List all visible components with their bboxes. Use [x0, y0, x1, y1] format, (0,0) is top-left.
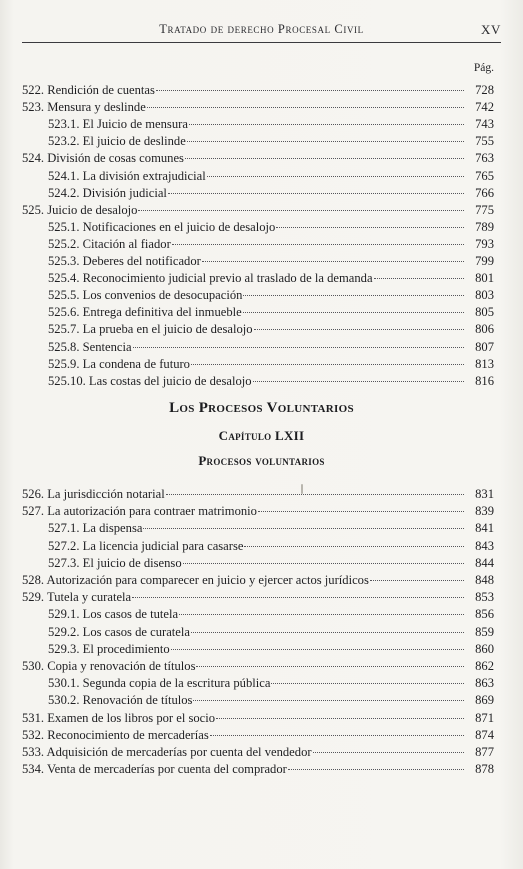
dot-leader	[133, 347, 464, 348]
toc-entry-page: 862	[475, 659, 494, 673]
toc-entry-page: 789	[475, 219, 494, 234]
dot-leader	[243, 295, 464, 296]
toc-entry	[48, 641, 494, 657]
dot-leader	[244, 546, 464, 547]
toc-entry	[48, 253, 494, 269]
dot-leader	[172, 244, 464, 245]
toc-entry	[22, 658, 494, 674]
toc-entry	[48, 624, 494, 640]
toc-entry-page: 843	[475, 538, 494, 553]
toc-entry-label: 528. Autorización para comparecer en juicio y ejercer actos jurídicos	[22, 573, 369, 587]
dot-leader	[196, 666, 464, 667]
dot-leader	[216, 718, 464, 719]
toc-entry	[22, 727, 494, 743]
toc-entry-label: 525.7. La prueba en el juicio de desalojo	[48, 322, 253, 337]
toc-entry-label: 527.1. La dispensa	[48, 521, 143, 536]
toc-entry-page: 775	[475, 202, 494, 217]
page-column-label: Pág.	[473, 62, 494, 74]
toc-entry-page: 869	[475, 693, 494, 708]
toc-entry	[22, 202, 494, 218]
toc-entry-label: 525.10. Las costas del juicio de desalojo	[48, 373, 252, 388]
toc-entry-page: 742	[475, 100, 494, 115]
toc-entry	[48, 321, 494, 337]
toc-entry	[48, 520, 494, 536]
toc-entry-page: 856	[475, 607, 494, 622]
toc-entry	[48, 270, 494, 286]
dot-leader	[168, 193, 464, 194]
toc-entry	[48, 304, 494, 320]
toc-entry-label: 525.6. Entrega definitiva del inmueble	[48, 305, 242, 320]
toc-entry-page: 853	[475, 590, 494, 605]
toc-entry-label: 523.1. El Juicio de mensura	[48, 117, 188, 132]
dot-leader	[210, 735, 464, 736]
toc-entry-page: 859	[475, 624, 494, 639]
toc-entry	[48, 555, 494, 571]
toc-entry	[22, 589, 494, 605]
toc-entry	[48, 185, 494, 201]
toc-entry-label: 529.1. Los casos de tutela	[48, 607, 179, 622]
toc-entry-page: 860	[475, 641, 494, 656]
dot-leader	[207, 176, 464, 177]
toc-entry-page: 874	[475, 727, 494, 742]
toc-entry-label: 522. Rendición de cuentas	[22, 83, 155, 97]
toc-entry-label: 531. Examen de los libros por el socio	[22, 710, 216, 725]
toc-entry-page: 813	[475, 356, 494, 371]
dot-leader	[243, 312, 464, 313]
toc-entry-page: 766	[475, 185, 494, 200]
toc-entry-label: 525.3. Deberes del notificador	[48, 254, 201, 268]
dot-leader	[374, 278, 464, 279]
toc-entry-page: 801	[475, 271, 494, 286]
dot-leader	[288, 769, 464, 770]
toc-entry-label: 523. Mensura y deslinde	[22, 100, 146, 115]
toc-entry-page: 848	[475, 573, 494, 587]
dot-leader	[183, 563, 464, 564]
toc-entry	[48, 168, 494, 184]
toc-entry-page: 877	[475, 745, 494, 759]
toc-entry-label: 529.2. Los casos de curatela	[48, 624, 190, 639]
toc-entry-page: 763	[475, 151, 494, 166]
toc-entry-label: 534. Venta de mercaderías por cuenta del comprador	[22, 762, 287, 777]
toc-entry-page: 755	[475, 134, 494, 149]
toc-entry	[22, 503, 494, 519]
dot-leader	[370, 580, 464, 581]
toc-entry	[48, 219, 494, 235]
toc-entry-label: 525.1. Notificaciones en el juicio de desalojo	[48, 219, 276, 234]
dot-leader	[147, 107, 464, 108]
toc-entry-label: 524. División de cosas comunes	[22, 151, 184, 166]
dot-leader	[313, 752, 464, 753]
toc-entry-label: 529. Tutela y curatela	[22, 590, 132, 605]
dot-leader	[171, 649, 464, 650]
toc-entry	[22, 99, 494, 115]
toc-entry	[22, 150, 494, 166]
toc-entry	[48, 339, 494, 355]
toc-entry-page: 743	[475, 117, 494, 132]
toc-entry-page: 863	[475, 676, 494, 691]
toc-entry	[22, 744, 494, 760]
toc-entry-label: 525.8. Sentencia	[48, 339, 132, 354]
toc-entry-page: 765	[475, 168, 494, 183]
page-blemish	[301, 484, 303, 494]
toc-entry-page: 841	[475, 521, 494, 536]
toc-entry-page: 878	[475, 762, 494, 777]
dot-leader	[143, 528, 464, 529]
dot-leader	[132, 597, 464, 598]
dot-leader	[191, 632, 464, 633]
toc-entry-label: 525.4. Reconocimiento judicial previo al traslado de la demanda	[48, 271, 373, 286]
dot-leader	[258, 511, 464, 512]
toc-entry	[48, 538, 494, 554]
toc-entry-page: 839	[475, 504, 494, 519]
toc-entry-label: 530.2. Renovación de títulos	[48, 693, 193, 708]
toc-entry-label: 525. Juicio de desalojo	[22, 202, 138, 217]
toc-entry	[48, 287, 494, 303]
toc-entry-label: 532. Reconocimiento de mercaderías	[22, 727, 209, 742]
toc-entry	[22, 710, 494, 726]
toc-entry	[48, 236, 494, 252]
toc-entry	[48, 692, 494, 708]
toc-entry-label: 533. Adquisición de mercaderías por cuenta del vendedor	[22, 745, 312, 759]
toc-entry	[48, 606, 494, 622]
toc-entry-page: 816	[475, 373, 494, 388]
toc-entry-label: 529.3. El procedimiento	[48, 641, 170, 656]
toc-entry-page: 844	[475, 555, 494, 570]
chapter-number: Capítulo LXII	[218, 428, 305, 443]
toc-entry-page: 807	[475, 339, 494, 354]
toc-entry	[48, 116, 494, 132]
toc-entry-page: 728	[475, 83, 494, 97]
toc-entry-label: 526. La jurisdicción notarial	[22, 487, 165, 501]
toc-entry-label: 524.2. División judicial	[48, 185, 167, 200]
dot-leader	[202, 261, 464, 262]
toc-entry	[48, 133, 494, 149]
dot-leader	[138, 210, 464, 211]
toc-entry-label: 530.1. Segunda copia de la escritura pública	[48, 676, 271, 691]
toc-entry-label: 527. La autorización para contraer matrimonio	[22, 504, 257, 519]
toc-entry	[48, 356, 494, 372]
dot-leader	[166, 494, 464, 495]
dot-leader	[253, 381, 464, 382]
toc-entry	[22, 572, 494, 588]
toc-entry-page: 831	[475, 487, 494, 501]
toc-entry-label: 525.9. La condena de futuro	[48, 356, 190, 371]
dot-leader	[271, 683, 464, 684]
dot-leader	[185, 158, 464, 159]
toc-entry-label: 525.5. Los convenios de desocupación	[48, 288, 243, 303]
toc-entry-label: 527.2. La licencia judicial para casarse	[48, 538, 244, 553]
toc-entry	[22, 486, 494, 502]
toc-entry-label: 525.2. Citación al fiador	[48, 236, 171, 251]
running-head-title: Tratado de derecho Procesal Civil	[159, 22, 364, 36]
toc-entry	[22, 761, 494, 777]
dot-leader	[156, 90, 464, 91]
toc-entry	[48, 675, 494, 691]
toc-entry-page: 793	[475, 236, 494, 251]
toc-entry-page: 806	[475, 322, 494, 337]
dot-leader	[254, 329, 464, 330]
dot-leader	[193, 700, 464, 701]
toc-entry	[48, 373, 494, 389]
dot-leader	[276, 227, 464, 228]
toc-entry-page: 871	[475, 710, 494, 725]
dot-leader	[179, 614, 464, 615]
toc-entry-label: 524.1. La división extrajudicial	[48, 168, 206, 183]
running-head-page-number: XV	[481, 22, 501, 37]
toc-entry-page: 805	[475, 305, 494, 320]
toc-entry-label: 523.2. El juicio de deslinde	[48, 134, 186, 149]
toc-entry-page: 799	[475, 254, 494, 268]
chapter-title: Procesos voluntarios	[198, 453, 325, 468]
dot-leader	[189, 124, 464, 125]
toc-entry-label: 530. Copia y renovación de títulos	[22, 659, 196, 673]
toc-entry-page: 803	[475, 288, 494, 303]
part-title: Los Procesos Voluntarios	[169, 400, 354, 416]
toc-entry	[22, 82, 494, 98]
dot-leader	[187, 141, 464, 142]
dot-leader	[191, 364, 464, 365]
toc-entry-label: 527.3. El juicio de disenso	[48, 555, 182, 570]
